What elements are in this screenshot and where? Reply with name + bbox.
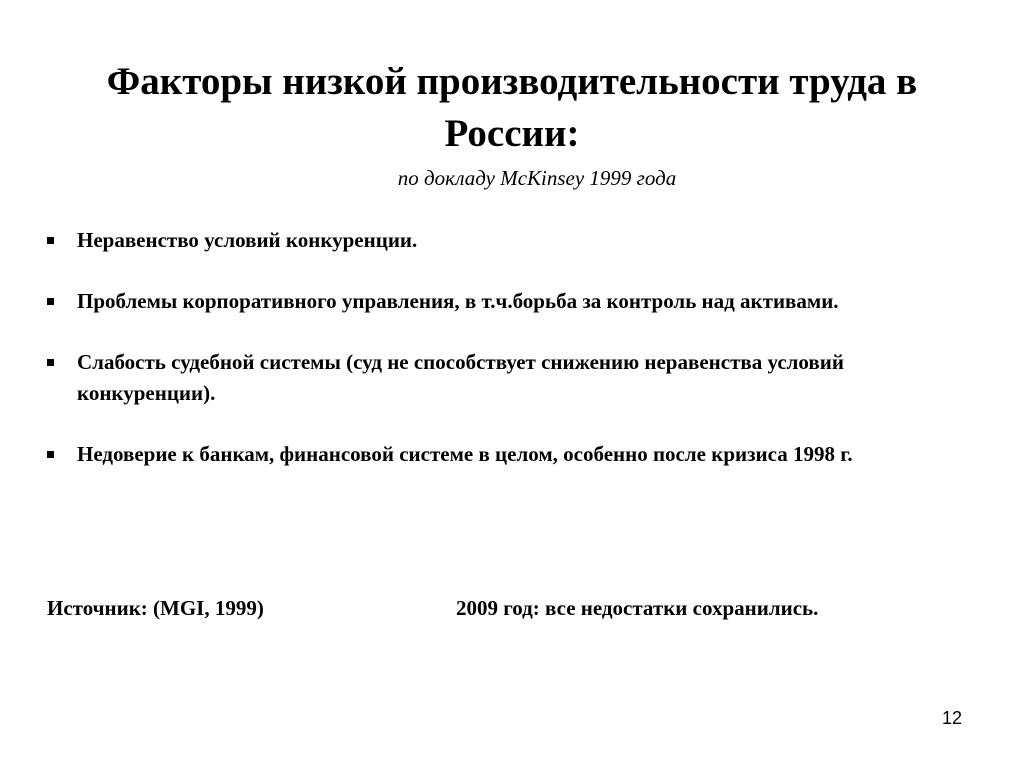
bullet-text: Слабость судебной системы (суд не способствует снижению неравенства условий конкуренции). [77,350,844,405]
slide-subtitle: по докладу McKinsey 1999 года [397,166,677,190]
bullet-text: Проблемы корпоративного управления, в т.ч.борьба за контроль над активами. [77,289,839,313]
source-note: Источник: (MGI, 1999) [47,596,264,620]
bullet-item [47,439,967,470]
slide-title: Факторы низкой производительности труда в России: [106,60,918,155]
bullet-item [47,286,967,317]
bullet-text: Недоверие к банкам, финансовой системе в целом, особенно после кризиса 1998 г. [77,442,853,466]
page-number: 12 [941,708,962,728]
bullet-list [47,225,967,500]
square-bullet-icon [47,298,54,305]
square-bullet-icon [47,451,54,458]
summary-note: 2009 год: все недостатки сохранились. [456,596,819,620]
bullet-item [47,347,967,409]
bullet-text: Неравенство условий конкуренции. [77,228,418,252]
square-bullet-icon [47,237,54,244]
square-bullet-icon [47,359,54,366]
bullet-item [47,225,967,256]
